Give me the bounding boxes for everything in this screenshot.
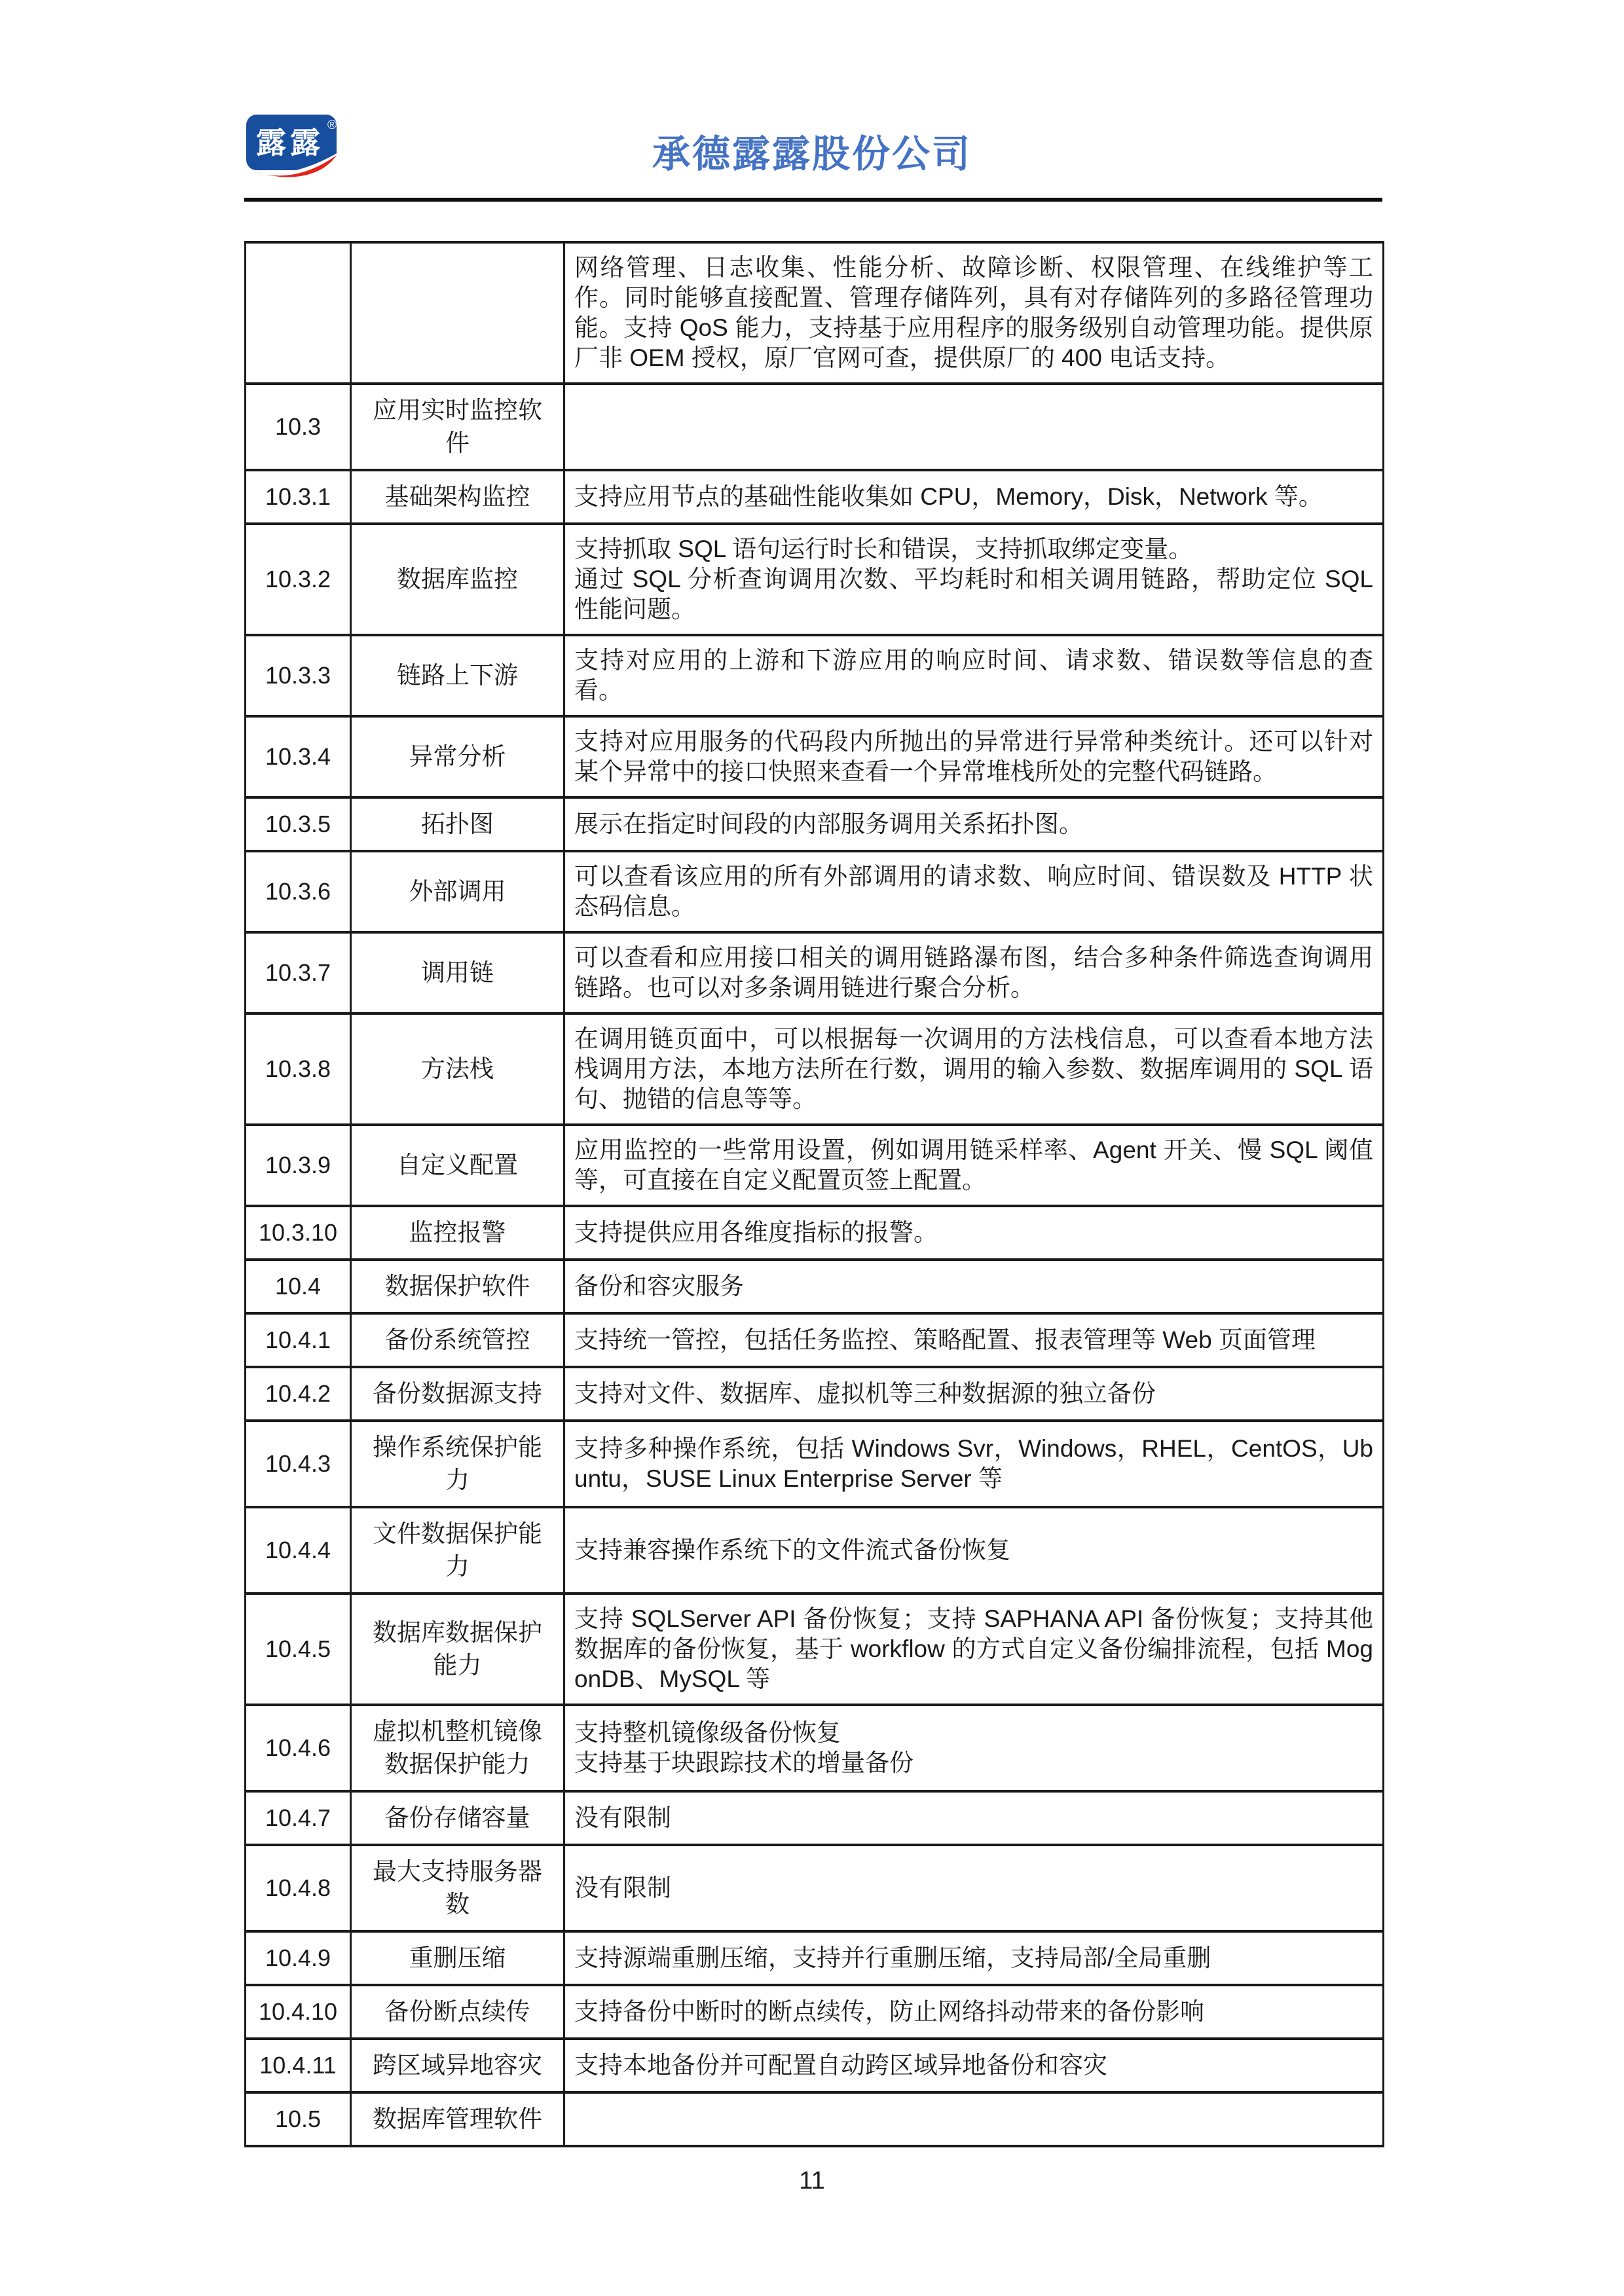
table-row (246, 635, 1384, 716)
row-number: 10.4.3 (246, 1421, 351, 1507)
row-number: 10.3.3 (246, 635, 351, 716)
registered-trademark-icon: ® (327, 118, 337, 132)
description-paragraph: 支持抓取 SQL 语句运行时长和错误，支持抓取绑定变量。 (574, 536, 1193, 562)
row-number: 10.3.9 (246, 1125, 351, 1206)
table-row (246, 1313, 1384, 1367)
feature-description (564, 797, 1384, 851)
description-paragraph: 可以查看该应用的所有外部调用的请求数、响应时间、错误数及 HTTP 状态码信息。 (574, 863, 1373, 920)
feature-name: 方法栈 (351, 1013, 564, 1125)
feature-description (564, 1594, 1384, 1705)
feature-description (564, 470, 1384, 524)
table-row (246, 1125, 1384, 1206)
header-divider (244, 198, 1382, 202)
feature-description (564, 1206, 1384, 1260)
description-paragraph: 支持源端重删压缩，支持并行重删压缩，支持局部/全局重删 (574, 1944, 1211, 1971)
table-row (246, 1705, 1384, 1791)
feature-name: 外部调用 (351, 851, 564, 932)
feature-name: 备份系统管控 (351, 1313, 564, 1367)
feature-name: 最大支持服务器数 (351, 1845, 564, 1931)
feature-description (564, 932, 1384, 1013)
row-number: 10.4.9 (246, 1931, 351, 1985)
feature-description (564, 716, 1384, 797)
feature-description (564, 242, 1384, 384)
feature-name (351, 242, 564, 384)
page-title: 承德露露股份公司 (652, 133, 972, 175)
table-row (246, 851, 1384, 932)
table-row (246, 384, 1384, 470)
row-number: 10.4.10 (246, 1985, 351, 2039)
row-number: 10.3.5 (246, 797, 351, 851)
table-row (246, 524, 1384, 635)
feature-name: 应用实时监控软件 (351, 384, 564, 470)
feature-description (564, 1313, 1384, 1367)
table-row (246, 1367, 1384, 1421)
feature-name: 数据保护软件 (351, 1260, 564, 1313)
description-paragraph: 支持 SQLServer API 备份恢复；支持 SAPHANA API 备份恢复；支持其他数据库的备份恢复，基于 workflow 的方式自定义备份编排流程，包括 MogonDB、MySQL 等 (574, 1605, 1373, 1692)
description-paragraph: 支持统一管控，包括任务监控、策略配置、报表管理等 Web 页面管理 (574, 1326, 1316, 1353)
feature-name: 备份数据源支持 (351, 1367, 564, 1421)
row-number: 10.4.1 (246, 1313, 351, 1367)
table-row (246, 1013, 1384, 1125)
description-paragraph: 支持对文件、数据库、虚拟机等三种数据源的独立备份 (574, 1380, 1156, 1407)
feature-description (564, 1507, 1384, 1594)
table-row (246, 1594, 1384, 1705)
feature-name: 基础架构监控 (351, 470, 564, 524)
feature-name: 自定义配置 (351, 1125, 564, 1206)
row-number: 10.4.2 (246, 1367, 351, 1421)
row-number: 10.3.8 (246, 1013, 351, 1125)
feature-description (564, 1845, 1384, 1931)
feature-name: 数据库管理软件 (351, 2092, 564, 2146)
feature-description (564, 2092, 1384, 2146)
feature-description (564, 1125, 1384, 1206)
table-row (246, 932, 1384, 1013)
table-row (246, 797, 1384, 851)
description-paragraph: 支持应用节点的基础性能收集如 CPU，Memory，Disk，Network 等。 (574, 483, 1323, 510)
table-row (246, 1791, 1384, 1845)
feature-name: 跨区域异地容灾 (351, 2039, 564, 2092)
description-paragraph: 通过 SQL 分析查询调用次数、平均耗时和相关调用链路，帮助定位 SQL 性能问题。 (574, 566, 1373, 623)
row-number: 10.4.8 (246, 1845, 351, 1931)
description-paragraph: 支持对应用服务的代码段内所抛出的异常进行异常种类统计。还可以针对某个异常中的接口快照来查看一个异常堆栈所处的完整代码链路。 (574, 728, 1373, 785)
row-number: 10.4.7 (246, 1791, 351, 1845)
feature-description (564, 1013, 1384, 1125)
table-row (246, 1260, 1384, 1313)
table-row (246, 2092, 1384, 2146)
logo-text: 露露 (256, 126, 324, 160)
feature-description (564, 2039, 1384, 2092)
page-header (0, 0, 1624, 241)
feature-description (564, 1791, 1384, 1845)
feature-description (564, 1260, 1384, 1313)
description-paragraph: 没有限制 (574, 1874, 671, 1901)
row-number: 10.3.4 (246, 716, 351, 797)
description-paragraph: 支持提供应用各维度指标的报警。 (574, 1219, 938, 1246)
row-number (246, 242, 351, 384)
page-footer (0, 2167, 1624, 2195)
row-number: 10.3.1 (246, 470, 351, 524)
row-number: 10.4.4 (246, 1507, 351, 1594)
table-row (246, 2039, 1384, 2092)
description-paragraph: 没有限制 (574, 1804, 671, 1831)
row-number: 10.4.5 (246, 1594, 351, 1705)
description-paragraph: 展示在指定时间段的内部服务调用关系拓扑图。 (574, 811, 1083, 837)
description-paragraph: 在调用链页面中，可以根据每一次调用的方法栈信息，可以查看本地方法栈调用方法，本地方法所在行数，调用的输入参数、数据库调用的 SQL 语句、抛错的信息等等。 (574, 1025, 1373, 1112)
table-row (246, 1507, 1384, 1594)
feature-name: 拓扑图 (351, 797, 564, 851)
feature-description (564, 1367, 1384, 1421)
feature-name: 数据库监控 (351, 524, 564, 635)
row-number: 10.3.6 (246, 851, 351, 932)
description-paragraph: 可以查看和应用接口相关的调用链路瀑布图，结合多种条件筛选查询调用链路。也可以对多条调用链进行聚合分析。 (574, 944, 1373, 1001)
feature-description (564, 384, 1384, 470)
feature-name: 重删压缩 (351, 1931, 564, 1985)
row-number: 10.3.10 (246, 1206, 351, 1260)
description-paragraph: 备份和容灾服务 (574, 1273, 744, 1300)
description-paragraph: 支持兼容操作系统下的文件流式备份恢复 (574, 1537, 1010, 1563)
feature-name: 操作系统保护能力 (351, 1421, 564, 1507)
feature-name: 异常分析 (351, 716, 564, 797)
spec-table (244, 241, 1384, 2147)
feature-description (564, 851, 1384, 932)
row-number: 10.5 (246, 2092, 351, 2146)
description-paragraph: 应用监控的一些常用设置，例如调用链采样率、Agent 开关、慢 SQL 阈值等，可直接在自定义配置页签上配置。 (574, 1137, 1373, 1194)
feature-description (564, 1985, 1384, 2039)
description-paragraph: 支持本地备份并可配置自动跨区域异地备份和容灾 (574, 2052, 1107, 2079)
row-number: 10.3.7 (246, 932, 351, 1013)
table-row (246, 1845, 1384, 1931)
description-paragraph: 网络管理、日志收集、性能分析、故障诊断、权限管理、在线维护等工作。同时能够直接配置、管理存储阵列，具有对存储阵列的多路径管理功能。支持 QoS 能力，支持基于应用程序的服务级别自动管理功能。提供原厂非 OEM 授权，原厂官网可查，提供原厂的 400 电话支持。 (574, 254, 1373, 371)
description-paragraph: 支持基于块跟踪技术的增量备份 (574, 1749, 913, 1776)
description-paragraph: 支持备份中断时的断点续传，防止网络抖动带来的备份影响 (574, 1998, 1204, 2025)
description-paragraph: 支持多种操作系统，包括 Windows Svr，Windows，RHEL，CentOS，Ubuntu，SUSE Linux Enterprise Server 等 (574, 1435, 1373, 1492)
feature-name: 备份存储容量 (351, 1791, 564, 1845)
feature-description (564, 1931, 1384, 1985)
feature-name: 数据库数据保护能力 (351, 1594, 564, 1705)
table-row (246, 1206, 1384, 1260)
table-row (246, 716, 1384, 797)
row-number: 10.4.11 (246, 2039, 351, 2092)
feature-name: 虚拟机整机镜像数据保护能力 (351, 1705, 564, 1791)
table-row (246, 1985, 1384, 2039)
feature-name: 调用链 (351, 932, 564, 1013)
table-row (246, 242, 1384, 384)
row-number: 10.3 (246, 384, 351, 470)
feature-name: 链路上下游 (351, 635, 564, 716)
feature-description (564, 635, 1384, 716)
feature-description (564, 524, 1384, 635)
feature-description (564, 1705, 1384, 1791)
description-paragraph: 支持对应用的上游和下游应用的响应时间、请求数、错误数等信息的查看。 (574, 647, 1373, 704)
row-number: 10.4.6 (246, 1705, 351, 1791)
row-number: 10.4 (246, 1260, 351, 1313)
row-number: 10.3.2 (246, 524, 351, 635)
description-paragraph: 支持整机镜像级备份恢复 (574, 1719, 841, 1746)
table-row (246, 1931, 1384, 1985)
feature-name: 备份断点续传 (351, 1985, 564, 2039)
feature-name: 监控报警 (351, 1206, 564, 1260)
table-row (246, 470, 1384, 524)
table-row (246, 1421, 1384, 1507)
feature-name: 文件数据保护能力 (351, 1507, 564, 1594)
page-number: 11 (799, 2167, 825, 2195)
feature-description (564, 1421, 1384, 1507)
spec-table-body (246, 242, 1384, 2146)
